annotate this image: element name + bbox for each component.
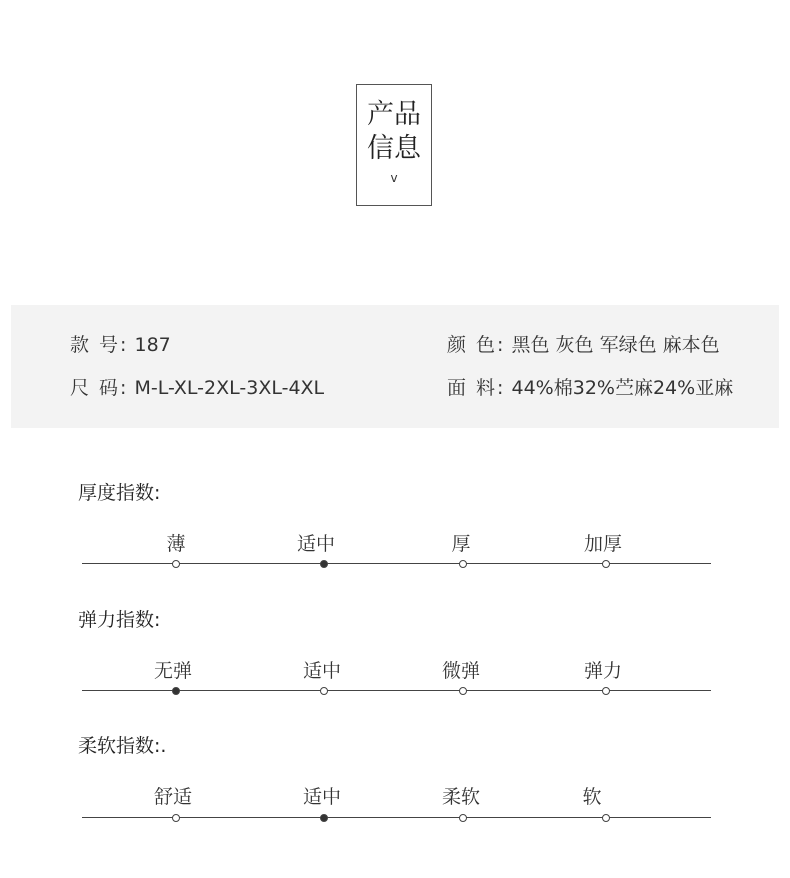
- softness-option-label: 软: [582, 786, 602, 808]
- thickness-marker: [602, 560, 610, 568]
- elasticity-option-label: 微弹: [441, 660, 481, 682]
- sizes-value: M-L-XL-2XL-3XL-4XL: [134, 377, 325, 399]
- sizes: [70, 376, 324, 400]
- softness-marker: [320, 814, 328, 822]
- style-number-value: 187: [134, 334, 171, 356]
- chevron-down-icon: v: [390, 171, 398, 185]
- thickness-option-label: 薄: [166, 533, 186, 555]
- elasticity-marker: [459, 687, 467, 695]
- elasticity-option-label: 适中: [302, 660, 342, 682]
- elasticity-option-label: 无弹: [153, 660, 193, 682]
- thickness-option-label: 厚: [451, 533, 471, 555]
- thickness-option-label: 适中: [296, 533, 336, 555]
- info-panel: [11, 305, 779, 428]
- softness-marker: [459, 814, 467, 822]
- thickness-marker: [172, 560, 180, 568]
- fabric-label: 面 料:: [447, 377, 506, 399]
- elasticity-marker: [320, 687, 328, 695]
- softness-option-label: 柔软: [441, 786, 481, 808]
- thickness-option-label: 加厚: [583, 533, 623, 555]
- elasticity-option-label: 弹力: [583, 660, 623, 682]
- fabric-value: 44%棉32%苎麻24%亚麻: [511, 377, 734, 399]
- softness-option-label: 舒适: [153, 786, 193, 808]
- thickness-marker: [320, 560, 328, 568]
- softness-option-label: 适中: [302, 786, 342, 808]
- elasticity-marker: [602, 687, 610, 695]
- colors-label: 颜 色:: [447, 334, 506, 356]
- title-line-1: 产品: [367, 99, 421, 130]
- softness-marker: [172, 814, 180, 822]
- thickness-title: 厚度指数:: [78, 482, 161, 504]
- sizes-label: 尺 码:: [70, 377, 129, 399]
- thickness-marker: [459, 560, 467, 568]
- style-number-label: 款 号:: [70, 334, 129, 356]
- elasticity-title: 弹力指数:: [78, 609, 161, 631]
- product-info-title-box: [356, 84, 432, 206]
- colors-value: 黑色 灰色 军绿色 麻本色: [511, 334, 720, 356]
- softness-title: 柔软指数:.: [78, 735, 167, 757]
- elasticity-marker: [172, 687, 180, 695]
- colors: [447, 333, 720, 357]
- title-line-2: 信息: [367, 133, 421, 164]
- style-number: [70, 333, 171, 357]
- fabric: [447, 376, 733, 400]
- softness-marker: [602, 814, 610, 822]
